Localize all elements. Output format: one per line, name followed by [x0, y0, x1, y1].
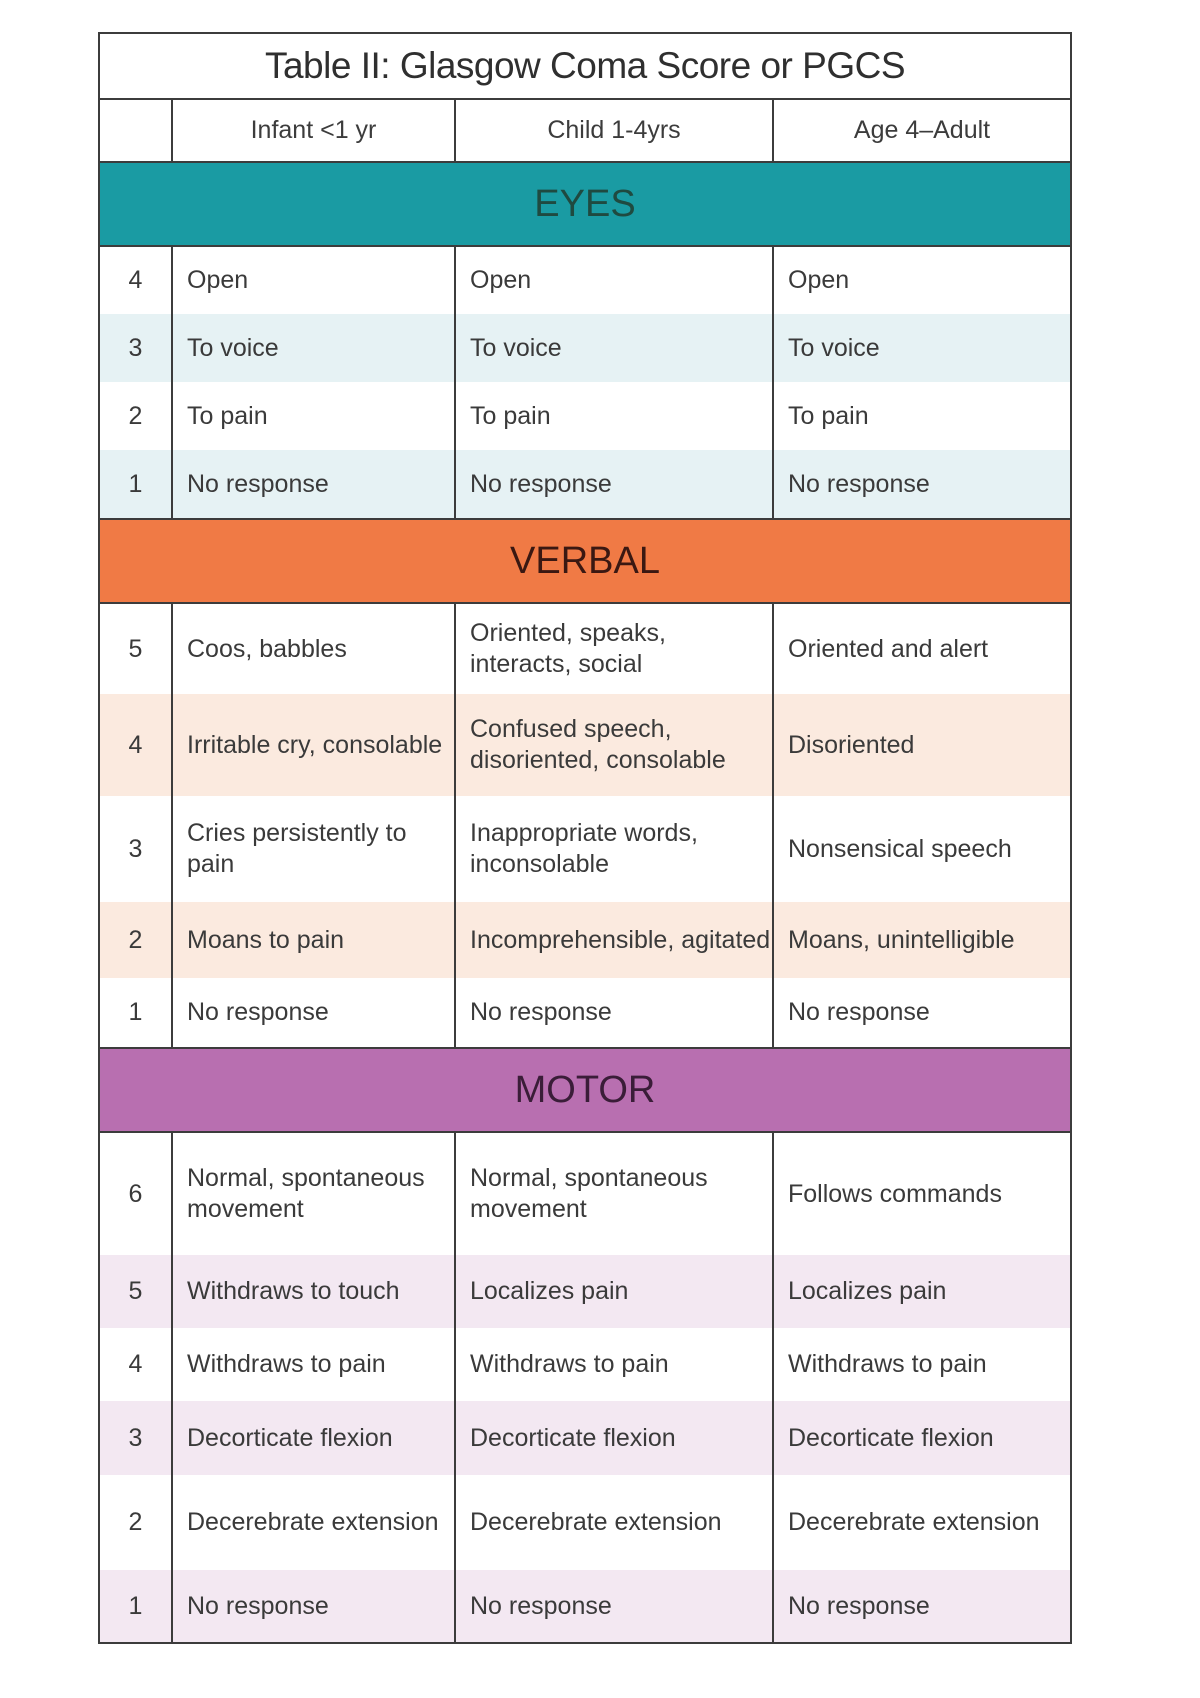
- infant-cell: No response: [173, 1570, 456, 1642]
- table-row: [100, 978, 1070, 1047]
- adult-cell: Localizes pain: [788, 1277, 947, 1305]
- table-row: [100, 796, 1070, 902]
- table-row: [100, 247, 1070, 314]
- child-cell: No response: [456, 1570, 774, 1642]
- child-cell: No response: [456, 450, 774, 518]
- column-header-infant: Infant <1 yr: [173, 100, 456, 161]
- adult-cell: Disoriented: [788, 730, 915, 759]
- score-cell: 5: [100, 1255, 173, 1328]
- table-row: [100, 694, 1070, 796]
- section-header-eyes: EYES: [100, 163, 1070, 247]
- adult-cell: To voice: [788, 333, 880, 362]
- score-column-header: [100, 100, 173, 161]
- column-header-child: Child 1-4yrs: [456, 100, 774, 161]
- score-cell: 4: [100, 1328, 173, 1401]
- infant-cell: To pain: [173, 382, 456, 450]
- child-cell: Inappropriate words, inconsolable: [456, 796, 774, 902]
- infant-cell: Normal, spontaneous movement: [173, 1133, 456, 1255]
- child-cell: Incomprehensible, agitated: [456, 902, 774, 978]
- child-cell: Decorticate flexion: [456, 1401, 774, 1475]
- table-row: [100, 1401, 1070, 1475]
- infant-cell: Decerebrate extension: [173, 1475, 456, 1570]
- adult-cell: No response: [788, 1591, 930, 1620]
- infant-cell: No response: [173, 978, 456, 1047]
- child-cell: Normal, spontaneous movement: [456, 1133, 774, 1255]
- child-cell: Localizes pain: [456, 1255, 774, 1328]
- child-cell: Open: [456, 247, 774, 314]
- score-cell: 2: [100, 902, 173, 978]
- table-row: [100, 382, 1070, 450]
- adult-cell: To pain: [788, 401, 869, 430]
- score-cell: 2: [100, 1475, 173, 1570]
- child-cell: No response: [456, 978, 774, 1047]
- section-header-verbal: VERBAL: [100, 518, 1070, 604]
- score-cell: 1: [100, 1570, 173, 1642]
- adult-cell: Open: [788, 266, 850, 294]
- child-cell: To voice: [456, 314, 774, 382]
- infant-cell: Coos, babbles: [173, 604, 456, 694]
- score-cell: 5: [100, 604, 173, 694]
- gcs-table: [98, 32, 1072, 1644]
- table-row: [100, 314, 1070, 382]
- score-cell: 3: [100, 796, 173, 902]
- infant-cell: Open: [173, 247, 456, 314]
- child-cell: Decerebrate extension: [456, 1475, 774, 1570]
- table-row: [100, 1328, 1070, 1401]
- infant-cell: Decorticate flexion: [173, 1401, 456, 1475]
- child-cell: Confused speech, disoriented, consolable: [456, 694, 774, 796]
- score-cell: 3: [100, 1401, 173, 1475]
- column-header-adult: Age 4–Adult: [853, 116, 991, 144]
- table-row: [100, 1475, 1070, 1570]
- child-cell: Withdraws to pain: [456, 1328, 774, 1401]
- table-row: [100, 1570, 1070, 1642]
- table-row: [100, 1255, 1070, 1328]
- score-cell: 6: [100, 1133, 173, 1255]
- adult-cell: No response: [788, 998, 930, 1026]
- adult-cell: No response: [788, 469, 930, 498]
- infant-cell: Withdraws to pain: [173, 1328, 456, 1401]
- score-cell: 4: [100, 694, 173, 796]
- table-row: [100, 450, 1070, 518]
- infant-cell: Withdraws to touch: [173, 1255, 456, 1328]
- adult-cell: Nonsensical speech: [788, 834, 1012, 863]
- column-header-row: [100, 100, 1070, 163]
- table-title: Table II: Glasgow Coma Score or PGCS: [100, 34, 1070, 100]
- score-cell: 3: [100, 314, 173, 382]
- score-cell: 1: [100, 450, 173, 518]
- infant-cell: To voice: [173, 314, 456, 382]
- table-row: [100, 902, 1070, 978]
- child-cell: To pain: [456, 382, 774, 450]
- adult-cell: Moans, unintelligible: [788, 925, 1015, 954]
- infant-cell: No response: [173, 450, 456, 518]
- child-cell: Oriented, speaks, interacts, social: [456, 604, 774, 694]
- score-cell: 1: [100, 978, 173, 1047]
- table-row: [100, 1133, 1070, 1255]
- score-cell: 4: [100, 247, 173, 314]
- adult-cell: Follows commands: [788, 1179, 1002, 1208]
- infant-cell: Irritable cry, consolable: [173, 694, 456, 796]
- infant-cell: Moans to pain: [173, 902, 456, 978]
- adult-cell: Decerebrate extension: [788, 1508, 1040, 1536]
- infant-cell: Cries persistently to pain: [173, 796, 456, 902]
- adult-cell: Decorticate flexion: [788, 1423, 994, 1452]
- adult-cell: Withdraws to pain: [788, 1350, 987, 1378]
- section-header-motor: MOTOR: [100, 1047, 1070, 1133]
- score-cell: 2: [100, 382, 173, 450]
- adult-cell: Oriented and alert: [788, 634, 989, 663]
- table-row: [100, 604, 1070, 694]
